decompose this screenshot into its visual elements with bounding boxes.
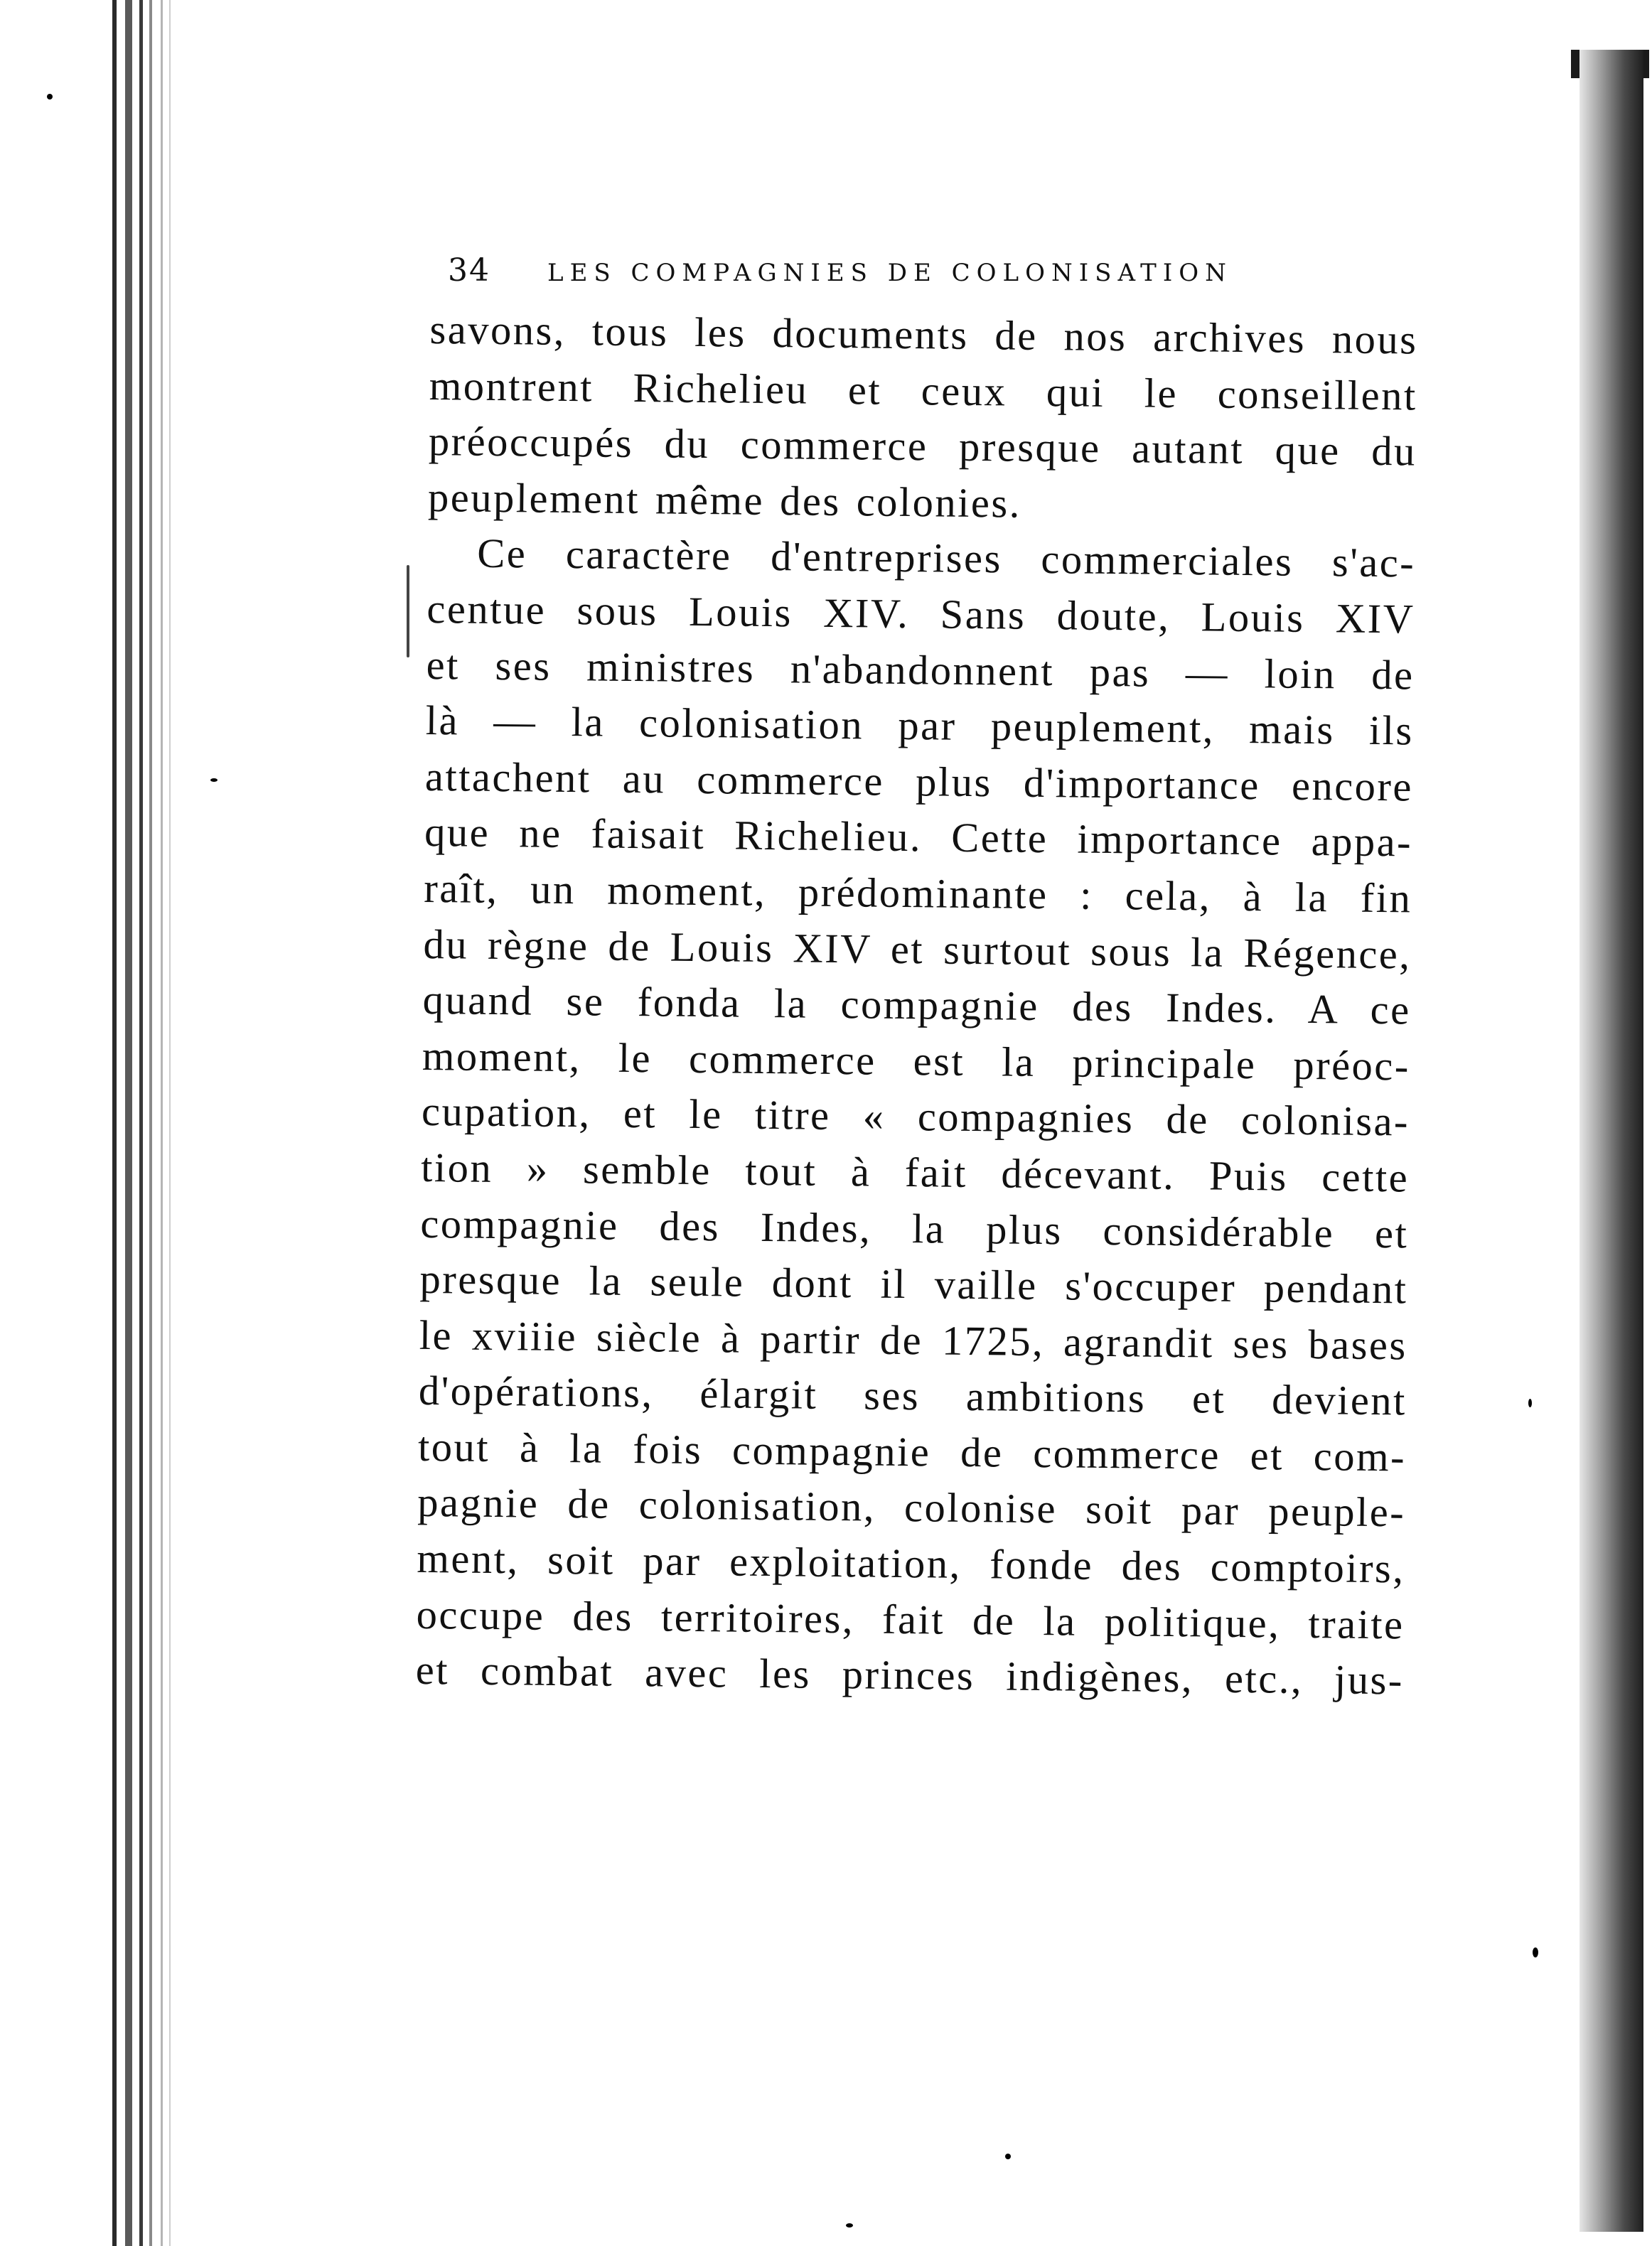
binding-stripe: [149, 0, 152, 2246]
text-line: et ses ministres n'abandonnent pas — loin de: [426, 641, 1415, 699]
book-binding-edge: [0, 0, 220, 2246]
text-line: raît, un moment, prédominante : cela, à la fin: [424, 864, 1412, 922]
text-line: peuplement même des colonies.: [427, 473, 1022, 527]
text-line: presque la seule dont il vaille s'occuper pendant: [419, 1256, 1408, 1313]
page-header: [448, 252, 1393, 295]
text-line: tion » semble tout à fait décevant. Puis cette: [420, 1144, 1410, 1201]
text-line: compagnie des Indes, la plus considérable et: [420, 1200, 1409, 1257]
text-line: d'opérations, élargit ses ambitions et devient: [418, 1368, 1407, 1424]
page-number: 34: [448, 252, 490, 289]
running-head: LES COMPAGNIES DE COLONISATION: [547, 259, 1233, 287]
text-line: montrent Richelieu et ceux qui le conseillent: [429, 362, 1418, 419]
text-line: tout à la fois compagnie de commerce et com-: [417, 1423, 1407, 1481]
scan-speck: [1528, 1399, 1532, 1407]
text-line: et combat avec les princes indigènes, etc., jus-: [415, 1647, 1405, 1704]
paragraph-first-line: Ce caractère d'entreprises commerciales s'ac-: [476, 530, 1416, 586]
binding-stripe: [139, 0, 143, 2246]
text-line: pagnie de colonisation, colonise soit par peuple-: [417, 1479, 1406, 1536]
binding-stripe: [125, 0, 132, 2246]
text-line: moment, le commerce est la principale préoc-: [422, 1032, 1411, 1090]
text-line: là — la colonisation par peuplement, mais ils: [425, 697, 1415, 754]
text-line: quand se fonda la compagnie des Indes. A ce: [422, 977, 1411, 1033]
text-line: centue sous Louis XIV. Sans doute, Louis XIV: [427, 585, 1415, 643]
text-line: le xviiie siècle à partir de 1725, agrandit ses bases: [419, 1311, 1408, 1369]
scan-speck: [846, 2223, 853, 2228]
text-line: occupe des territoires, fait de la politique, traite: [416, 1591, 1405, 1648]
scan-speck: [1005, 2154, 1011, 2159]
text-line: attachent au commerce plus d'importance encore: [424, 753, 1414, 810]
text-line: du règne de Louis XIV et surtout sous la Régence,: [423, 920, 1412, 978]
body-text: [415, 302, 1417, 1709]
binding-stripe: [161, 0, 163, 2246]
text-line: que ne faisait Richelieu. Cette importance appa-: [424, 809, 1413, 866]
text-line: savons, tous les documents de nos archives nous: [429, 306, 1418, 363]
text-line: cupation, et le titre « compagnies de colonisa-: [421, 1088, 1410, 1145]
page-edge-shadow: [1579, 50, 1643, 2232]
text-line: préoccupés du commerce presque autant que du: [428, 418, 1417, 475]
text-line: ment, soit par exploitation, fonde des comptoirs,: [417, 1535, 1405, 1592]
binding-stripe: [169, 0, 171, 2246]
binding-stripe: [112, 0, 117, 2246]
scan-speck: [47, 94, 53, 100]
scan-speck: [1533, 1947, 1538, 1957]
margin-pencil-mark: [407, 565, 409, 657]
scan-speck: [210, 778, 218, 782]
